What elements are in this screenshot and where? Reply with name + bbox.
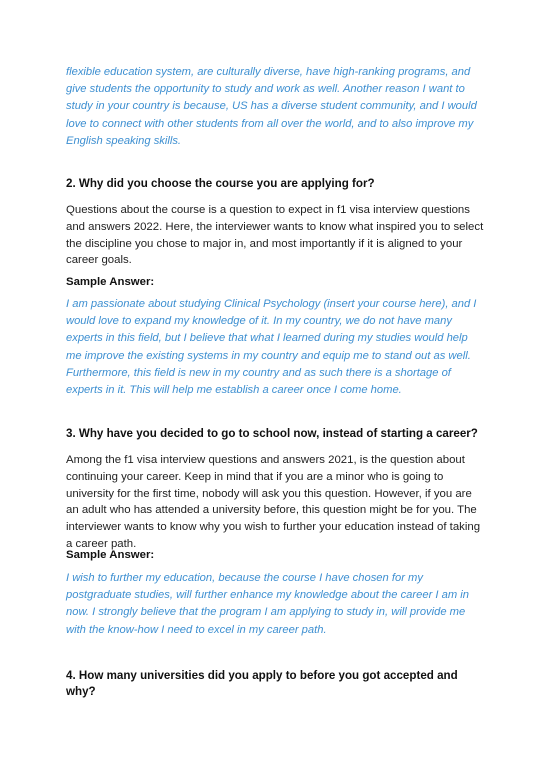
q3-answer: I wish to further my education, because the course I have chosen for my postgraduate studies, will further enhance my knowledge about the career I am in now. I strongly believe that the program I am applying to study in, will provide me with the know-how I need to excel in my career path. [66,572,469,636]
q2-answer: I am passionate about studying Clinical Psychology (insert your course here), and I would love to expand my knowledge of it. In my country, we do not have many experts in this field, but I believe that what I learned during my studies would help me improve the existing systems in my country and equip me to stand out as well. Furthermore, this field is new in my country and as such there is a shortage of experts in it. This will help me establish a career once I come home. [66,298,477,397]
intro-answer: flexible education system, are culturally diverse, have high-ranking programs, and give students the opportunity to study and work as well. Another reason I want to study in your country is because, US has a diverse student community, and I would love to connect with other students from all over the world, and to also improve my English speaking skills. [66,66,477,147]
q3-body: Among the f1 visa interview questions and answers 2021, is the question about continuing your career. Keep in mind that if you are a minor who is going to university for the first time, nobody will ask you this question. However, if you are an adult who has attended a university before, this question might be for you. The interviewer wants to know why you wish to further your education instead of taking a career path. [66,454,481,550]
q4-heading: 4. How many universities did you apply to before you got accepted and why? [66,669,458,698]
q2-sample-label: Sample Answer: [66,276,155,288]
q3-heading: 3. Why have you decided to go to school now, instead of starting a career? [66,427,478,440]
q2-heading: 2. Why did you choose the course you are applying for? [66,177,375,190]
q3-sample-label: Sample Answer: [66,549,155,561]
q2-body: Questions about the course is a question to expect in f1 visa interview questions and answers 2022. Here, the interviewer wants to know what inspired you to select the discipline you chose to major in, and most importantly if it is aligned to your career goals. [66,204,484,267]
